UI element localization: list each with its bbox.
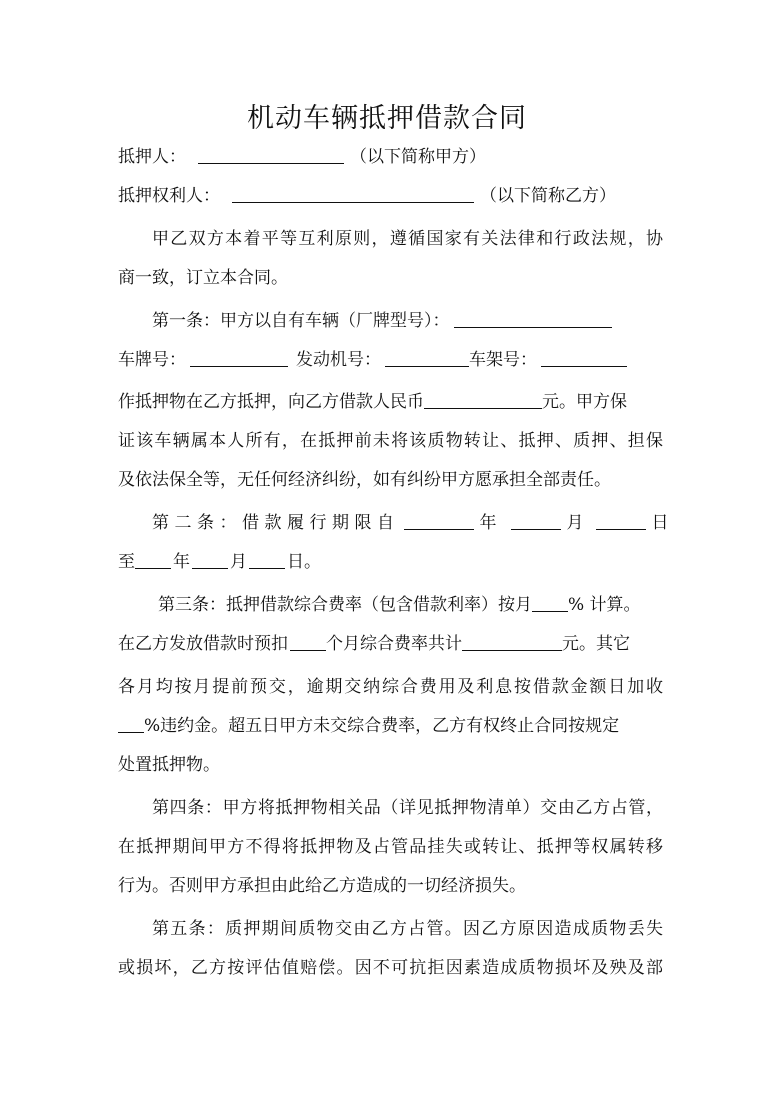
loan-amount-blank[interactable] xyxy=(424,392,542,409)
start-year-blank[interactable] xyxy=(404,513,474,530)
art3-penalty-text: %违约金。超五日甲方未交综合费率，乙方有权终止合同按规定 xyxy=(144,716,620,736)
start-year-label: 年 xyxy=(479,513,497,533)
art2-intro: 第二条：借款履行期限自 xyxy=(152,513,400,533)
art1-intro: 第一条：甲方以自有车辆（厂牌型号）： xyxy=(152,311,450,331)
art3-line-5: 处置抵押物。 xyxy=(118,755,220,775)
end-month-label: 月 xyxy=(230,552,247,572)
art3-line-1 xyxy=(158,594,703,616)
art3-total-text: 个月综合费率共计 xyxy=(326,634,462,654)
art1-line-2 xyxy=(118,349,663,371)
frame-label: 车架号： xyxy=(469,350,537,370)
art4-line-3: 行为。否则甲方承担由此给乙方造成的一切经济损失。 xyxy=(118,876,526,896)
plate-label: 车牌号： xyxy=(118,350,186,370)
art3-intro: 第三条：抵押借款综合费率（包含借款利率）按月 xyxy=(158,595,532,615)
end-to-label: 至 xyxy=(118,552,135,572)
art4-line-2: 在抵押期间甲方不得将抵押物及占管品挂失或转让、抵押等权属转移 xyxy=(118,837,663,857)
penalty-rate-blank[interactable] xyxy=(118,716,144,733)
end-day-blank[interactable] xyxy=(249,552,285,569)
art1-loan-text: 作抵押物在乙方抵押，向乙方借款人民币 xyxy=(118,392,424,412)
art5-line-1: 第五条：质押期间质物交由乙方占管。因乙方原因造成质物丢失 xyxy=(152,919,663,939)
months-blank[interactable] xyxy=(290,634,326,651)
art2-line-2 xyxy=(118,551,663,573)
engine-blank[interactable] xyxy=(385,350,469,367)
end-year-blank[interactable] xyxy=(135,552,171,569)
art5-line-2: 或损坏，乙方按评估值赔偿。因不可抗拒因素造成质物损坏及殃及部 xyxy=(118,958,663,978)
art1-line-4: 证该车辆属本人所有，在抵押前未将该质物转让、抵押、质押、担保 xyxy=(118,431,663,451)
plate-blank[interactable] xyxy=(190,350,288,367)
party-b-label: 抵押权利人： xyxy=(118,186,220,206)
art4-line-1: 第四条：甲方将抵押物相关品（详见抵押物清单）交由乙方占管， xyxy=(152,798,663,818)
party-a-line xyxy=(118,146,663,168)
frame-blank[interactable] xyxy=(541,350,627,367)
vehicle-model-blank[interactable] xyxy=(454,311,612,328)
engine-label: 发动机号： xyxy=(296,350,381,370)
party-b-blank[interactable] xyxy=(232,186,474,203)
party-a-label: 抵押人： xyxy=(118,147,186,167)
party-a-blank[interactable] xyxy=(198,147,344,164)
start-month-label: 月 xyxy=(566,513,584,533)
party-b-line xyxy=(118,185,663,207)
monthly-rate-blank[interactable] xyxy=(532,595,568,612)
end-day-label: 日。 xyxy=(287,552,321,572)
preamble-line-2: 商一致，订立本合同。 xyxy=(118,268,288,288)
art3-deduct-text: 在乙方发放借款时预扣 xyxy=(118,634,288,654)
art1-line-3 xyxy=(118,391,663,413)
art2-line-1 xyxy=(152,512,697,534)
party-a-suffix: （以下简称甲方） xyxy=(350,147,486,167)
party-b-suffix: （以下简称乙方） xyxy=(480,186,616,206)
document-title: 机动车辆抵押借款合同 xyxy=(247,103,527,134)
preamble-line-1: 甲乙双方本着平等互利原则，遵循国家有关法律和行政法规，协 xyxy=(152,229,663,249)
art1-line-5: 及依法保全等，无任何经济纠纷，如有纠纷甲方愿承担全部责任。 xyxy=(118,470,611,490)
art1-loan-suffix: 元。甲方保 xyxy=(542,392,627,412)
art3-line-2 xyxy=(118,633,663,655)
start-day-label: 日 xyxy=(651,513,669,533)
art3-line-3: 各月均按月提前预交，逾期交纳综合费用及利息按借款金额日加收 xyxy=(118,677,663,697)
art3-rate-suffix: % 计算。 xyxy=(568,595,641,615)
end-month-blank[interactable] xyxy=(192,552,228,569)
end-year-label: 年 xyxy=(173,552,190,572)
art1-line-1 xyxy=(152,310,697,332)
fee-total-blank[interactable] xyxy=(462,634,562,651)
start-day-blank[interactable] xyxy=(596,513,646,530)
art3-other-text: 元。其它 xyxy=(562,634,630,654)
start-month-blank[interactable] xyxy=(511,513,561,530)
art3-line-4 xyxy=(118,715,663,737)
